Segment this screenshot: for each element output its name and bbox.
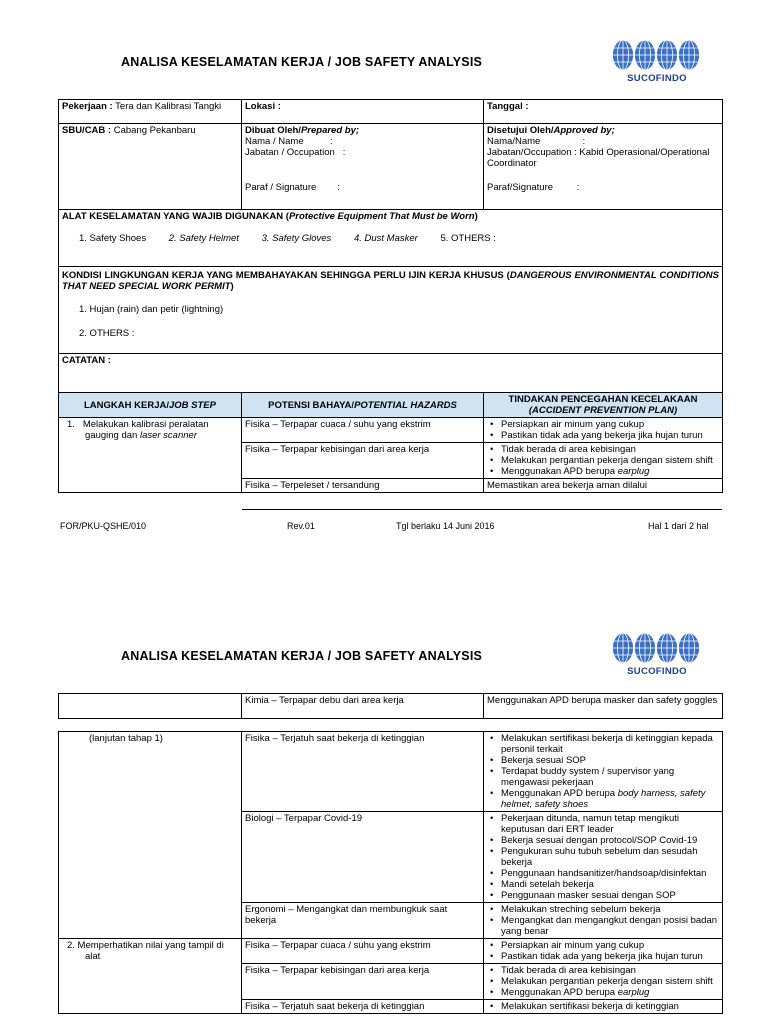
plan-item: • Penggunaan masker sesuai dengan SOP — [487, 890, 719, 901]
col-header-plan — [484, 393, 723, 418]
ppe-item: 4. Dust Masker — [353, 233, 418, 244]
jsa-steps-table — [58, 731, 723, 1014]
plan-item: • Penggunaan handsanitizer/handsoap/disinfektan — [487, 868, 719, 879]
prepared-label: Dibuat Oleh/ — [245, 125, 301, 136]
plan-item: • Bekerja sesuai dengan protocol/SOP Covid-19 — [487, 835, 719, 846]
col-header-plan-2: (ACCIDENT PREVENTION PLAN) — [528, 405, 678, 416]
step-1-cell: 1. Melakukan kalibrasi peralatan gauging dan laser scanner — [59, 418, 242, 493]
hazard-cell: Fisika – Terpapar cuaca / suhu yang ekstrim — [242, 418, 484, 443]
ppe-item: 3. Safety Gloves — [261, 233, 332, 244]
approved-label-en: Approved by; — [553, 125, 615, 136]
sucofindo-logo — [611, 630, 703, 680]
plan-cell: Memastikan area bekerja aman dilalui — [484, 479, 723, 493]
plan-cell — [484, 964, 723, 1000]
plan-item: • Persiapkan air minum yang cukup — [487, 940, 719, 951]
conditions-heading: KONDISI LINGKUNGAN KERJA YANG MEMBAHAYAKAN SEHINGGA PERLU IJIN KERJA KHUSUS ( — [62, 270, 510, 281]
plan-item: • Pastikan tidak ada yang bekerja jika hujan turun — [487, 430, 719, 441]
plan-item: • Pastikan tidak ada yang bekerja jika hujan turun — [487, 951, 719, 962]
ppe-cell: ALAT KESELAMATAN YANG WAJIB DIGUNAKAN (Protective Equipment That Must be Worn) 1. Safety Shoes 2. Safety Helmet 3. Safety Gloves 4. Dust Masker 5. OTHERS : — [59, 210, 723, 267]
plan-item: • Bekerja sesuai SOP — [487, 755, 719, 766]
approved-name: Nama/Name : — [487, 136, 586, 147]
sbu-value: Cabang Pekanbaru — [113, 125, 196, 136]
plan-item: • Terdapat buddy system / supervisor yang mengawasi pekerjaan — [487, 766, 719, 788]
hazard-cell: Fisika – Terpapar kebisingan dari area kerja — [242, 964, 484, 1000]
plan-cell: Menggunakan APD berupa masker dan safety goggles — [484, 694, 723, 719]
col-header-plan-1: TINDAKAN PENCEGAHAN KECELAKAAN — [508, 394, 698, 405]
footer-rev: Rev.01 — [287, 521, 315, 531]
plan-item: • Mandi setelah bekerja — [487, 879, 719, 890]
ppe-item: 1. Safety Shoes — [79, 233, 147, 244]
plan-cell — [484, 812, 723, 903]
approved-occupation: Jabatan/Occupation : Kabid Operasional/Operational Coordinator — [487, 147, 710, 169]
hazard-cell: Biologi – Terpapar Covid-19 — [242, 812, 484, 903]
conditions-heading-en: DANGEROUS ENVIRONMENTAL CONDITIONS THAT NEED SPECIAL WORK PERMIT — [62, 270, 719, 292]
continuation-top-table — [58, 693, 723, 719]
sucofindo-logo — [611, 37, 703, 87]
hazard-cell: Kimia – Terpapar debu dari area kerja — [242, 694, 484, 719]
conditions-cell: KONDISI LINGKUNGAN KERJA YANG MEMBAHAYAKAN SEHINGGA PERLU IJIN KERJA KHUSUS (DANGEROUS ENVIRONMENTAL CONDITIONS THAT NEED SPECIAL WORK PERMIT) 1. Hujan (rain) dan petir (lightning) 2. OTHERS : — [59, 267, 723, 354]
plan-cell — [484, 732, 723, 812]
page-title: ANALISA KESELAMATAN KERJA / JOB SAFETY ANALYSIS — [121, 649, 483, 663]
conditions-item: 2. OTHERS : — [79, 328, 135, 339]
prepared-by-cell — [242, 124, 484, 210]
prepared-label-en: Prepared by; — [300, 125, 360, 136]
ppe-heading-en: Protective Equipment That Must be Worn — [288, 211, 475, 222]
conditions-item: 1. Hujan (rain) dan petir (lightning) — [79, 304, 224, 315]
plan-item: • Melakukan pergantian pekerja dengan sistem shift — [487, 455, 719, 466]
hazard-cell: Ergonomi – Mengangkat dan membungkuk saat bekerja — [242, 903, 484, 939]
prepared-signature: Paraf / Signature : — [245, 182, 341, 193]
plan-item: • Menggunakan APD berupa earplug — [487, 987, 719, 998]
pekerjaan-label: Pekerjaan : — [62, 101, 113, 112]
globe-logo-icon — [611, 37, 703, 73]
tanggal-cell: Tanggal : — [484, 100, 723, 124]
plan-item: • Melakukan sertifikasi bekerja di ketinggian kepada personil terkait — [487, 733, 719, 755]
hazard-cell: Fisika – Terjatuh saat bekerja di ketinggian — [242, 1000, 484, 1014]
sbu-label: SBU/CAB : — [62, 125, 112, 136]
approved-signature: Paraf/Signature : — [487, 182, 580, 193]
pekerjaan-value: Tera dan Kalibrasi Tangki — [115, 101, 222, 112]
plan-item: • Melakukan sertifikasi bekerja di ketinggian — [487, 1001, 719, 1012]
notes-cell: CATATAN : — [59, 354, 723, 393]
logo-text: SUCOFINDO — [627, 73, 687, 84]
ppe-item: 5. OTHERS : — [440, 233, 496, 244]
plan-item: • Melakukan streching sebelum bekerja — [487, 904, 719, 915]
globe-logo-icon — [611, 630, 703, 666]
pekerjaan-cell — [59, 100, 242, 124]
plan-item: • Menggunakan APD berupa earplug — [487, 466, 719, 477]
footer-code: FOR/PKU-QSHE/010 — [60, 521, 147, 531]
step-2-cell — [59, 939, 242, 1014]
plan-cell — [484, 418, 723, 443]
plan-item: • Pengukuran suhu tubuh sebelum dan sesudah bekerja — [487, 846, 719, 868]
step-continuation-cell: (lanjutan tahap 1) — [59, 732, 242, 939]
plan-cell — [484, 443, 723, 479]
sbu-cell — [59, 124, 242, 210]
hazard-cell: Fisika – Terpapar kebisingan dari area kerja — [242, 443, 484, 479]
jsa-header-table — [58, 99, 723, 493]
footer-page: Hal 1 dari 2 hal — [648, 521, 709, 531]
approved-label: Disetujui Oleh/ — [487, 125, 554, 136]
hazard-cell: Fisika – Terpeleset / tersandung — [242, 479, 484, 493]
plan-item: • Tidak berada di area kebisingan — [487, 965, 719, 976]
plan-item: • Melakukan pergantian pekerja dengan sistem shift — [487, 976, 719, 987]
plan-item: • Tidak berada di area kebisingan — [487, 444, 719, 455]
approved-by-cell — [484, 124, 723, 210]
page-title: ANALISA KESELAMATAN KERJA / JOB SAFETY ANALYSIS — [121, 55, 483, 69]
plan-cell — [484, 1000, 723, 1014]
hazard-cell: Fisika – Terpapar cuaca / suhu yang ekstrim — [242, 939, 484, 964]
plan-cell — [484, 939, 723, 964]
step-2-text: 2. Memperhatikan nilai yang tampil di alat — [67, 940, 224, 962]
ppe-heading: ALAT KESELAMATAN YANG WAJIB DIGUNAKAN ( — [62, 211, 289, 222]
lokasi-cell: Lokasi : — [242, 100, 484, 124]
plan-item: • Pekerjaan ditunda, namun tetap mengikuti keputusan dari ERT leader — [487, 813, 719, 835]
divider — [242, 509, 722, 510]
plan-item: • Persiapkan air minum yang cukup — [487, 419, 719, 430]
footer-date: Tgl berlaku 14 Juni 2016 — [396, 521, 495, 531]
ppe-item: 2. Safety Helmet — [168, 233, 239, 244]
prepared-occupation: Jabatan / Occupation : — [245, 147, 346, 158]
plan-item: • Menggunakan APD berupa body harness, safety helmet, safety shoes — [487, 788, 719, 810]
hazard-cell: Fisika – Terjatuh saat bekerja di ketinggian — [242, 732, 484, 812]
prepared-name: Nama / Name : — [245, 136, 333, 147]
col-header-step: LANGKAH KERJA/JOB STEP — [59, 393, 242, 418]
plan-item: • Mengangkat dan mengangkut dengan posisi badan yang benar — [487, 915, 719, 937]
step-cell — [59, 694, 242, 719]
plan-cell — [484, 903, 723, 939]
logo-text: SUCOFINDO — [627, 666, 687, 677]
col-header-hazard: POTENSI BAHAYA/POTENTIAL HAZARDS — [242, 393, 484, 418]
